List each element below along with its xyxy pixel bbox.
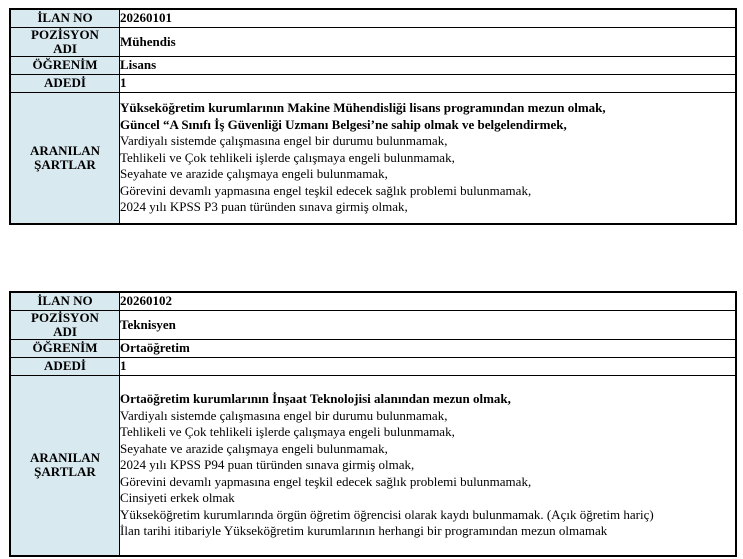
aranilan-sartlar-label: ARANILAN ŞARTLAR	[10, 375, 120, 556]
adedi-value: 1	[120, 357, 737, 375]
aranilan-sartlar-content	[120, 375, 737, 556]
requirement-line: Vardiyalı sistemde çalışmasına engel bir durumu bulunmamak,	[120, 133, 448, 148]
table-row	[10, 9, 736, 27]
table-row	[10, 357, 736, 375]
aranilan-sartlar-label: ARANILAN ŞARTLAR	[10, 92, 120, 224]
requirement-line: Vardiyalı sistemde çalışmasına engel bir durumu bulunmamak,	[120, 407, 448, 423]
requirement-line: Cinsiyeti erkek olmak	[120, 490, 235, 505]
requirement-line: 2024 yılı KPSS P94 puan türünden sınava girmiş olmak,	[120, 457, 415, 472]
requirement-line: Seyahate ve arazide çalışmaya engeli bulunmamak,	[120, 166, 388, 181]
requirement-line: Yükseköğretim kurumlarının Makine Mühendisliği lisans programından mezun olmak,	[120, 100, 606, 115]
requirement-line: İlan tarihi itibariyle Yükseköğretim kurumlarının herhangi bir programından mezun olmamak	[120, 523, 608, 538]
table-row	[10, 27, 736, 56]
requirement-line: Tehlikeli ve Çok tehlikeli işlerde çalışmaya engeli bulunmamak,	[120, 149, 455, 165]
table-row	[10, 56, 736, 74]
requirement-line: 2024 yılı KPSS P3 puan türünden sınava girmiş olmak,	[120, 199, 408, 214]
ogrenim-value: Lisans	[120, 56, 737, 74]
table-row	[10, 292, 736, 310]
adedi-label: ADEDİ	[10, 74, 120, 92]
adedi-label: ADEDİ	[10, 357, 120, 375]
requirement-line: Güncel “A Sınıfı İş Güvenliği Uzmanı Belgesi’ne sahip olmak ve belgelendirmek,	[120, 116, 567, 132]
table-row	[10, 92, 736, 224]
pozisyon-adi-value: Mühendis	[120, 27, 737, 56]
ogrenim-value: Ortaöğretim	[120, 339, 737, 357]
ogrenim-label: ÖĞRENİM	[10, 56, 120, 74]
ilan-no-label: İLAN NO	[10, 292, 120, 310]
ogrenim-label: ÖĞRENİM	[10, 339, 120, 357]
job-posting-table-20260101	[9, 8, 737, 225]
requirement-line: Seyahate ve arazide çalışmaya engeli bulunmamak,	[120, 440, 388, 456]
aranilan-sartlar-content	[120, 92, 737, 224]
requirement-line: Görevini devamlı yapmasına engel teşkil edecek sağlık problemi bulunmamak,	[120, 473, 532, 489]
requirement-line: Ortaöğretim kurumlarının İnşaat Teknolojisi alanından mezun olmak,	[120, 391, 511, 406]
table-row	[10, 74, 736, 92]
requirement-line: Görevini devamlı yapmasına engel teşkil edecek sağlık problemi bulunmamak,	[120, 182, 532, 198]
table-row	[10, 375, 736, 556]
job-posting-document	[9, 8, 737, 557]
table-row	[10, 339, 736, 357]
requirement-line: Yükseköğretim kurumlarında örgün öğretim öğrencisi olarak kaydı bulunmamak. (Açık öğretim hariç)	[120, 506, 654, 522]
adedi-value: 1	[120, 74, 737, 92]
requirement-line: Tehlikeli ve Çok tehlikeli işlerde çalışmaya engeli bulunmamak,	[120, 424, 455, 439]
ilan-no-value: 20260101	[120, 9, 737, 27]
job-posting-table-20260102	[9, 291, 737, 557]
pozisyon-adi-value: Teknisyen	[120, 310, 737, 339]
ilan-no-label: İLAN NO	[10, 9, 120, 27]
table-row	[10, 310, 736, 339]
pozisyon-adi-label: POZİSYON ADI	[10, 310, 120, 339]
pozisyon-adi-label: POZİSYON ADI	[10, 27, 120, 56]
ilan-no-value: 20260102	[120, 292, 737, 310]
